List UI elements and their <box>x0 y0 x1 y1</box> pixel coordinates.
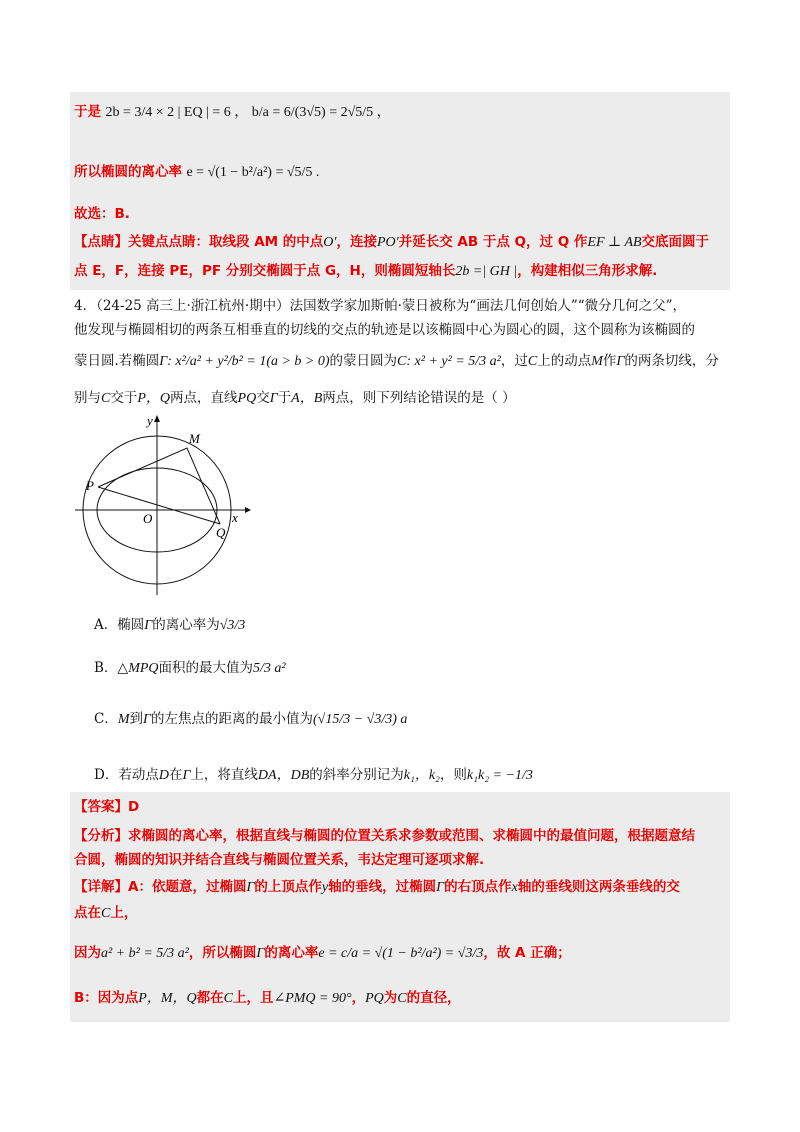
problem-line-1: 4．（24-25 高三上·浙江杭州·期中）法国数学家加斯帕·蒙日被称为“画法几何创始人”“微分几何之父”， <box>74 298 687 314</box>
monge-circle-figure <box>70 410 260 600</box>
option-b: B．△MPQ面积的最大值为5/3 a² <box>94 660 286 676</box>
solution-line-3: 故选：B. <box>74 206 130 222</box>
analysis-line-2: 合圆，椭圆的知识并结合直线与椭圆位置关系，韦达定理可逐项求解. <box>74 852 485 868</box>
y-axis-arrow <box>154 415 160 422</box>
option-d: D．若动点D在Γ上，将直线DA，DB的斜率分别记为k₁，k₂，则k₁k₂ = −1/3 <box>94 767 533 783</box>
solution-line-1: 于是 2b = 3/4 × 2 | EQ | = 6 ， b/a = 6/(3√5) = 2√5/5 ， <box>74 104 391 120</box>
problem-number: 4． <box>74 298 97 314</box>
option-a: A．椭圆Γ的离心率为√3/3 <box>94 617 246 633</box>
label-q: Q <box>216 525 226 540</box>
detail-line-4: B：因为点P，M，Q都在C上，且∠PMQ = 90°，PQ为C的直径， <box>74 990 461 1006</box>
math-expression: 2b = 3/4 × 2 | EQ | = 6 ， b/a = 6/(3√5) = 2√5/5 ， <box>105 105 391 120</box>
label-p: P <box>86 478 94 493</box>
detail-line-3: 因为a² + b² = 5/3 a²，所以椭圆Γ的离心率e = c/a = √(1 − b²/a²) = √3/3，故 A 正确； <box>74 945 571 961</box>
problem-line-3: 蒙日圆.若椭圆Γ: x²/a² + y²/b² = 1(a > b > 0)的蒙日圆为C: x² + y² = 5/3 a²，过C上的动点M作Γ的两条切线，分 <box>74 353 719 369</box>
label-y: y <box>147 413 153 428</box>
problem-line-4: 别与C交于P，Q两点，直线PQ交Γ于A，B两点，则下列结论错误的是（ ） <box>74 390 516 406</box>
tangent-lines <box>98 448 220 524</box>
detail-line-1: 【详解】A：依题意，过椭圆Γ的上顶点作y轴的垂线，过椭圆Γ的右顶点作x轴的垂线则这两条垂线的交 <box>74 879 680 895</box>
solution-line-2: 所以椭圆的离心率 e = √(1 − b²/a²) = √5/5 . <box>74 164 320 180</box>
option-c: C．M到Γ的左焦点的距离的最小值为(√15/3 − √3/3) a <box>94 711 408 727</box>
math-expression: e = √(1 − b²/a²) = √5/5 . <box>186 165 320 180</box>
detail-line-2: 点在C上， <box>74 905 138 921</box>
label-x: x <box>232 510 238 525</box>
tip-line-2: 点 E，F，连接 PE，PF 分别交椭圆于点 G，H，则椭圆短轴长2b =| GH |，构建相似三角形求解. <box>74 263 658 279</box>
chord-pq <box>98 487 220 524</box>
label-m: M <box>189 431 200 446</box>
label-origin: O <box>143 511 153 526</box>
problem-line-2: 他发现与椭圆相切的两条互相垂直的切线的交点的轨迹是以该椭圆中心为圆心的圆，这个圆称为该椭圆的 <box>74 322 695 338</box>
x-axis-arrow <box>245 507 251 513</box>
tip-line-1: 【点睛】关键点点睛：取线段 AM 的中点O′，连接PO′并延长交 AB 于点 Q，过 Q 作EF ⊥ AB交底面圆于 <box>74 234 710 250</box>
analysis-line-1: 【分析】求椭圆的离心率，根据直线与椭圆的位置关系求参数或范围、求椭圆中的最值问题，根据题意结 <box>74 828 695 844</box>
answer-line: 【答案】D <box>74 799 140 815</box>
